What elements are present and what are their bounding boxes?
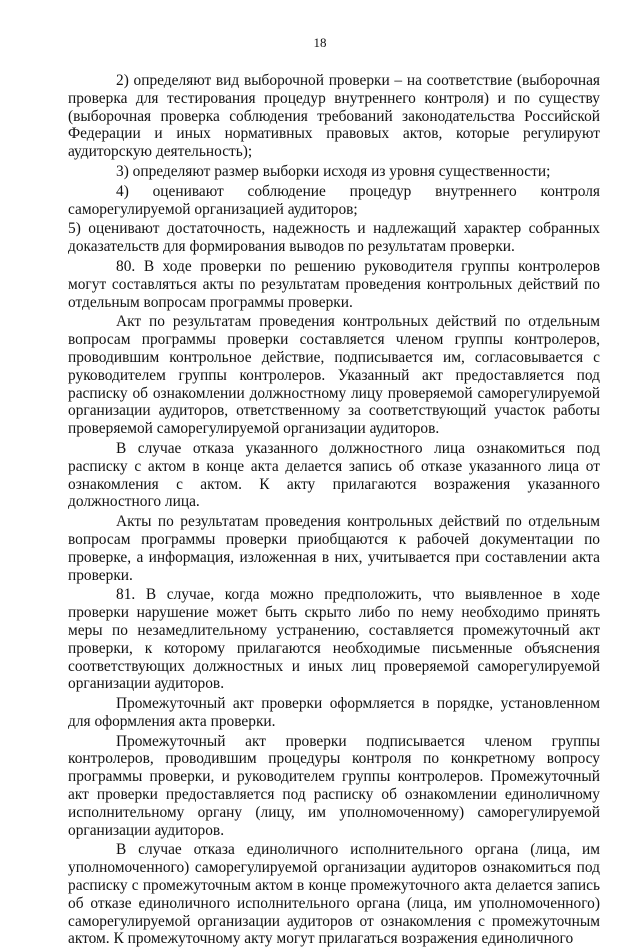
page-number: 18 xyxy=(313,35,327,50)
paragraph-interim-act-signing: Промежуточный акт проверки подписывается членом группы контролеров, проводившим процедуры контроля по конкретному вопросу программы проверки, и руководителем группы контролеров. Промежуточный акт проверки предоставляется под расписку об ознакомлении единоличному исполнительному органу (лицу, им уполномоченному) саморегулируемой организации аудиторов. xyxy=(68,732,600,839)
document-body xyxy=(68,72,600,950)
paragraph-refusal-official: В случае отказа указанного должностного лица ознакомиться под расписку с актом в конце акта делается запись об отказе указанного лица от ознакомления с актом. К акту прилагаются возражения указанного должностного лица. xyxy=(68,439,600,511)
paragraph-refusal-executive: В случае отказа единоличного исполнительного органа (лица, им уполномоченного) саморегулируемой организации аудиторов ознакомиться под расписку с промежуточным актом в конце промежуточного акта делается запись об отказе единоличного исполнительного органа (лица, им уполномоченного) саморегулируемой организации аудиторов от ознакомления с промежуточным актом. К промежуточному акту могут прилагаться возражения единоличного xyxy=(68,841,600,948)
paragraph-acts-attached: Акты по результатам проведения контрольных действий по отдельным вопросам программы проверки приобщаются к рабочей документации по проверке, а информация, изложенная в них, учитывается при составлении акта проверки. xyxy=(68,513,600,584)
paragraph-item-2: 2) определяют вид выборочной проверки – на соответствие (выборочная проверка для тестирования процедур внутреннего контроля) и по существу (выборочная проверка соблюдения требований законодательства Российской Федерации и иных нормативных правовых актов, которые регулируют аудиторскую деятельность); xyxy=(68,72,600,161)
paragraph-item-4: 4) оценивают соблюдение процедур внутреннего контроля саморегулируемой организацией аудиторов; xyxy=(68,182,600,218)
paragraph-interim-act-format: Промежуточный акт проверки оформляется в порядке, установленном для оформления акта проверки. xyxy=(68,695,600,730)
paragraph-item-5: 5) оценивают достаточность, надежность и надлежащий характер собранных доказательств для формирования выводов по результатам проверки. xyxy=(68,220,600,256)
paragraph-clause-81: 81. В случае, когда можно предположить, что выявленное в ходе проверки нарушение может быть скрыто либо по нему необходимо принять меры по незамедлительному устранению, составляется промежуточный акт проверки, к которому прилагаются необходимые письменные объяснения соответствующих должностных и иных лиц проверяемой саморегулируемой организации аудиторов. xyxy=(68,586,600,693)
paragraph-item-3: 3) определяют размер выборки исходя из уровня существенности; xyxy=(116,162,551,180)
paragraph-clause-80: 80. В ходе проверки по решению руководителя группы контролеров могут составляться акты по результатам проведения контрольных действий по отдельным вопросам программы проверки. xyxy=(68,257,600,311)
paragraph-act-drafting: Акт по результатам проведения контрольных действий по отдельным вопросам программы проверки составляется членом группы контролеров, проводившим контрольное действие, подписывается им, согласовывается с руководителем группы контролеров. Указанный акт предоставляется под расписку об ознакомлении должностному лицу проверяемой саморегулируемой организации аудиторов, ответственному за соответствующий участок работы проверяемой саморегулируемой организации аудиторов. xyxy=(68,313,600,438)
